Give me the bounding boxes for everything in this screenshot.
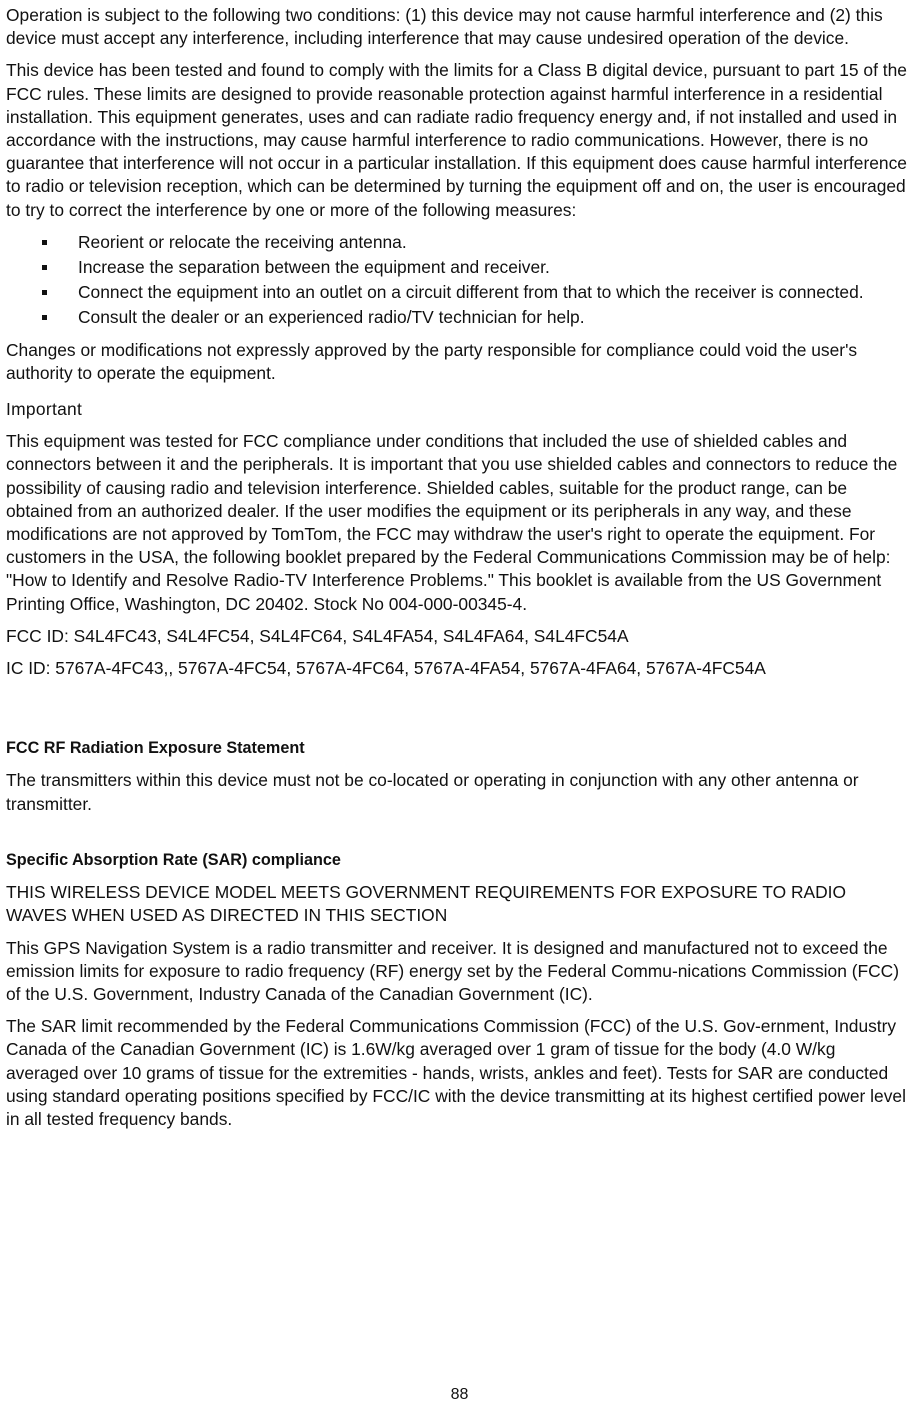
gps-transmitter-paragraph: This GPS Navigation System is a radio transmitter and receiver. It is designed and manufactured not to exceed the emission limits for exposure to radio frequency (RF) energy set by the Federal Commu-nications Commission (FCC) of the U.S. Government, Industry Canada of the Canadian Government (IC). [6, 937, 900, 1004]
class-b-paragraph: This device has been tested and found to comply with the limits for a Class B digital device, pursuant to part 15 of the FCC rules. These limits are designed to provide reasonable protection against harmful interference in a residential installation. This equipment generates, uses and can radiate radio frequency energy and, if not installed and used in accordance with the instructions, may cause harmful interference to radio communications. However, there is no guarantee that interference will not occur in a particular installation. If this equipment does cause harmful interference to radio or television reception, which can be determined by turning the equipment off and on, the user is encouraged to try to correct the interference by one or more of the following measures: [6, 60, 907, 220]
list-item: Increase the separation between the equipment and receiver. [6, 256, 911, 279]
sar-heading: Specific Absorption Rate (SAR) compliance [6, 850, 341, 869]
transmitters-paragraph: The transmitters within this device must not be co-located or operating in conjunction with any other antenna or transmitter. [6, 770, 859, 814]
conditions-paragraph: Operation is subject to the following two conditions: (1) this device may not cause harmful interference and (2) this device must accept any interference, including interference that may cause undesired operation of the device. [6, 5, 883, 49]
spacer [6, 689, 911, 737]
shielded-cables-paragraph: This equipment was tested for FCC compliance under conditions that included the use of shielded cables and connectors between it and the peripherals. It is important that you use shielded cables and connectors to reduce the possibility of causing radio and television interference. Shielded cables, suitable for the product range, can be obtained from an authorized dealer. If the user modifies the equipment or its peripherals in any way, and these modifications are not approved by TomTom, the FCC may withdraw the user's right to operate the equipment. For customers in the USA, the following booklet prepared by the Federal Communications Commission may be of help: "How to Identify and Resolve Radio-TV Interference Problems." This booklet is available from the US Government Printing Office, Washington, DC 20402. Stock No 004-000-00345-4. [6, 431, 898, 614]
sar-limit-paragraph: The SAR limit recommended by the Federal Communications Commission (FCC) of the U.S. Gov-ernment, Industry Canada of the Canadian Government (IC) is 1.6W/kg averaged over 1 gram of tissue for the body (4.0 W/kg averaged over 10 grams of tissue for the extremities - hands, wrists, ankles and feet). Tests for SAR are conducted using standard operating positions specified by FCC/IC with the device transmitting at its highest certified power level in all tested frequency bands. [6, 1016, 906, 1129]
important-heading: Important [6, 399, 83, 420]
list-item: Consult the dealer or an experienced radio/TV technician for help. [6, 306, 911, 329]
page-number: 88 [450, 1386, 469, 1403]
list-item: Connect the equipment into an outlet on a circuit different from that to which the receiver is connected. [6, 281, 911, 304]
document-page [6, 4, 911, 1140]
list-item: Reorient or relocate the receiving antenna. [6, 231, 911, 254]
rf-exposure-heading: FCC RF Radiation Exposure Statement [6, 739, 305, 758]
radio-waves-paragraph: THIS WIRELESS DEVICE MODEL MEETS GOVERNMENT REQUIREMENTS FOR EXPOSURE TO RADIO WAVES WHEN USED AS DIRECTED IN THIS SECTION [6, 882, 847, 926]
fcc-id-line: FCC ID: S4L4FC43, S4L4FC54, S4L4FC64, S4L4FA54, S4L4FA64, S4L4FC54A [6, 625, 629, 646]
spacer [6, 825, 911, 849]
changes-paragraph: Changes or modifications not expressly approved by the party responsible for compliance could void the user's authority to operate the equipment. [6, 339, 858, 383]
ic-id-line: IC ID: 5767A-4FC43,, 5767A-4FC54, 5767A-4FC64, 5767A-4FA54, 5767A-4FA64, 5767A-4FC54A [6, 658, 766, 679]
measures-list [6, 231, 911, 330]
